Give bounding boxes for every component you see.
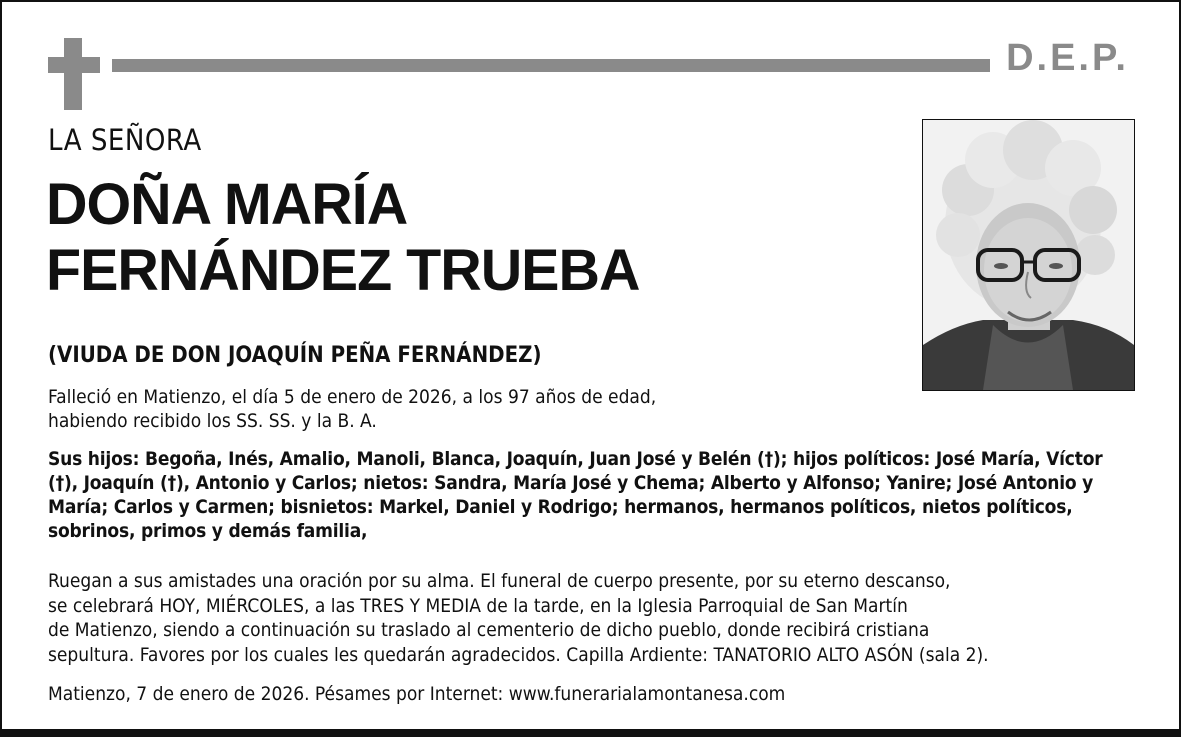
name-line-2: FERNÁNDEZ TRUEBA bbox=[46, 238, 640, 303]
portrait-illustration bbox=[923, 120, 1134, 390]
funeral-notice bbox=[48, 569, 1138, 667]
deceased-name bbox=[46, 172, 639, 304]
dep-label: D.E.P. bbox=[1006, 37, 1129, 79]
death-line-1: Falleció en Matienzo, el día 5 de enero de 2026, a los 97 años de edad, bbox=[48, 386, 657, 408]
header-rule bbox=[112, 59, 990, 72]
portrait-photo bbox=[922, 119, 1135, 391]
footer-line: Matienzo, 7 de enero de 2026. Pésames por Internet: www.funerarialamontanesa.com bbox=[48, 683, 786, 705]
widow-line: (VIUDA DE DON JOAQUÍN PEÑA FERNÁNDEZ) bbox=[48, 343, 542, 368]
prayer-line-4: sepultura. Favores por los cuales les quedarán agradecidos. Capilla Ardiente: TANATORIO ALTO ASÓN (sala 2). bbox=[48, 643, 989, 666]
prayer-line-2: se celebrará HOY, MIÉRCOLES, a las TRES Y MEDIA de la tarde, en la Iglesia Parroquial de San Martín bbox=[48, 594, 908, 617]
family-list: Sus hijos: Begoña, Inés, Amalio, Manoli, Blanca, Joaquín, Juan José y Belén (†); hijos políticos: José María, Víctor (†), Joaquín (†), Antonio y Carlos; nietos: Sandra, María José y Chema; Alberto y Alfonso; Yanire; José Antonio y María; Carlos y Carmen; bisnietos: Markel, Daniel y Rodrigo; hermanos, hermanos políticos, nietos políticos, sobrinos, primos y demás familia, bbox=[48, 448, 1103, 542]
death-notice bbox=[48, 385, 908, 433]
name-line-1: DOÑA MARÍA bbox=[46, 172, 408, 237]
prayer-line-3: de Matienzo, siendo a continuación su traslado al cementerio de dicho pueblo, donde recibirá cristiana bbox=[48, 619, 930, 641]
prayer-line-1: Ruegan a sus amistades una oración por su alma. El funeral de cuerpo presente, por su eterno descanso, bbox=[48, 570, 951, 592]
death-line-2: habiendo recibido los SS. SS. y la B. A. bbox=[48, 410, 377, 432]
honorific: LA SEÑORA bbox=[48, 123, 202, 157]
cross-icon bbox=[48, 38, 100, 110]
